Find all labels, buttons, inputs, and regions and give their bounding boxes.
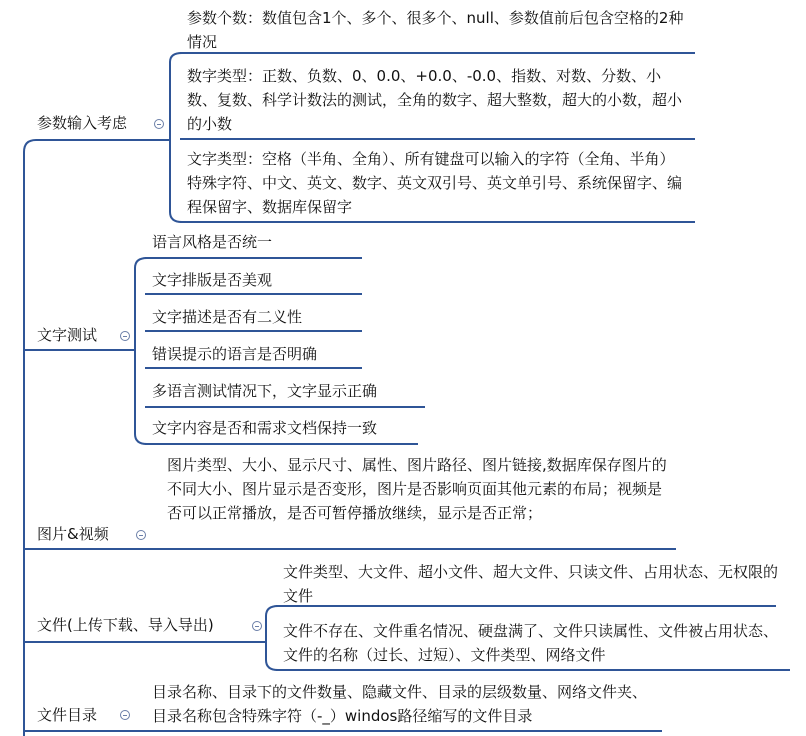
child-connector (135, 350, 147, 444)
child-connector (170, 140, 182, 222)
root-trunk-line (24, 140, 36, 736)
branch-label-image-video: 图片&视频 (37, 525, 109, 543)
leaf-item: 文字内容是否和需求文档保持一致 (152, 419, 378, 437)
leaf-item: 语言风格是否统一 (152, 233, 273, 251)
collapse-toggle-icon[interactable] (120, 710, 130, 720)
branch-label-params: 参数输入考虑 (37, 114, 128, 132)
leaf-item: 文字排版是否美观 (152, 271, 273, 289)
leaf-text-types: 文字类型：空格（半角、全角）、所有键盘可以输入的字符（全角、半角）特殊字符、中文、英文、数字、英文双引号、英文单引号、系统保留字、编程保留字、数据库保留字 (187, 150, 683, 216)
child-connector (135, 258, 147, 350)
leaf-item: 文字描述是否有二义性 (152, 308, 303, 326)
collapse-toggle-icon[interactable] (136, 530, 146, 540)
collapse-toggle-icon[interactable] (120, 331, 130, 341)
leaf-item: 错误提示的语言是否明确 (152, 345, 318, 363)
leaf-item: 多语言测试情况下，文字显示正确 (152, 382, 378, 400)
collapse-toggle-icon[interactable] (252, 621, 262, 631)
leaf-directory: 目录名称、目录下的文件数量、隐藏文件、目录的层级数量、网络文件夹、目录名称包含特殊字符（-_）windos路径缩写的文件目录 (152, 683, 648, 725)
branch-label-files: 文件(上传下载、导入导出) (37, 616, 214, 634)
leaf-file-errors: 文件不存在、文件重名情况、硬盘满了、文件只读属性、文件被占用状态、文件的名称（过长、过短）、文件类型、网络文件 (283, 622, 779, 664)
leaf-image-video: 图片类型、大小、显示尺寸、属性、图片路径、图片链接,数据库保存图片的不同大小、图片显示是否变形，图片是否影响页面其他元素的布局；视频是否可以正常播放，是否可暂停播放继续，显示是否正常； (167, 456, 667, 522)
leaf-param-count: 参数个数：数值包含1个、多个、很多个、null、参数值前后包含空格的2种情况 (187, 9, 684, 51)
child-connector (266, 606, 278, 642)
leaf-file-types: 文件类型、大文件、超小文件、超大文件、只读文件、占用状态、无权限的文件 (283, 563, 779, 605)
leaf-number-types: 数字类型：正数、负数、0、0.0、+0.0、-0.0、指数、对数、分数、小数、复数、科学计数法的测试，全角的数字、超大整数，超大的小数，超小的小数 (187, 67, 683, 133)
branch-label-text-test: 文字测试 (37, 326, 98, 344)
child-connector (266, 642, 278, 670)
branch-label-directory: 文件目录 (37, 706, 98, 724)
collapse-toggle-icon[interactable] (154, 119, 164, 129)
child-connector (170, 53, 182, 140)
